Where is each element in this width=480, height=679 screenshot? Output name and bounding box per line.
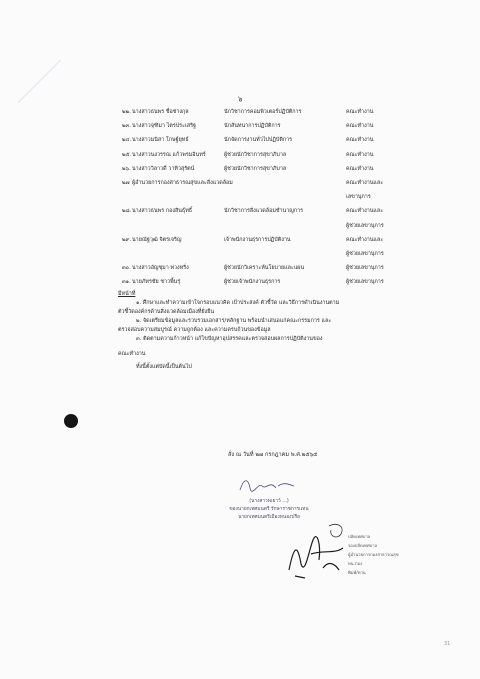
signer-name: (นางสาวพเยาว์ ...) (249, 499, 289, 504)
initials-line: รองปลัดเทศบาล (348, 543, 378, 548)
member-role: คณะทำงานและ (346, 236, 384, 243)
initials-line: ปลัดเทศบาล (348, 534, 371, 539)
member-name: นางสาวมนิสา โกษฐ์ยุทธ์ (132, 137, 189, 144)
member-number: ๒๕. (122, 151, 132, 158)
initials-line: พิมพ์/ทาน (348, 570, 366, 575)
member-name: นางสาวอัญชุมา พ่วงหริ่ง (132, 265, 189, 272)
member-role: ผู้ช่วยเลขานุการ (346, 279, 384, 286)
page-fold-shadow (18, 60, 104, 146)
member-position: ผู้ช่วยนักวิชาการสุขาภิบาล (224, 165, 287, 172)
member-name: นางสาวธนพร กองสินธุ์ทธิ์ (132, 208, 193, 215)
member-role: คณะทำงานและ (346, 208, 384, 215)
member-number: ๒๙. (122, 236, 132, 243)
member-position: เจ้าพนักงานธุรการปฏิบัติงาน (224, 236, 291, 243)
duty-line: ๒. จัดเตรียมข้อมูลและรวบรวมเอกสาร/หลักฐาน พร้อมนำเสนอแก่คณะกรรมการ และ (136, 318, 332, 324)
member-role: คณะทำงานและ (346, 180, 384, 186)
member-position: นักวิชาการคอมพิวเตอร์ปฏิบัติการ (224, 109, 302, 115)
duty-line: ๓. ติดตามความก้าวหน้า แก้ไขปัญหาอุปสรรคและตรวจสอบผลการปฏิบัติงานของ (136, 336, 323, 342)
member-name: นางสาวจุฑิมา ไตรประเสริฐ (132, 123, 196, 130)
member-number: ๓๐. (122, 265, 131, 272)
duty-line: ตัวชี้วัดองค์กรด้านสิ่งแวดล้อมเมืองที่ยั่งยืน (118, 309, 215, 315)
initials-line: ผู้อำนวยการกองสาธารณสุข (348, 552, 399, 557)
initials-line: หน.กอง (348, 561, 363, 566)
footer-number: 31 (444, 641, 451, 647)
member-number: ๓๑. (122, 279, 131, 286)
member-name: นางสาวธนพร ชื่อช่างกุล (132, 109, 189, 115)
member-position: ผู้ช่วยนักวิชาการสุขาภิบาล (224, 151, 287, 158)
member-position: ผู้ช่วยเจ้าพนักงานธุรการ (224, 279, 281, 286)
member-name: นายณัฐวุฒิ จิตรเจริญ (132, 236, 182, 243)
member-role: คณะทำงาน (346, 109, 374, 115)
order-date: สั่ง ณ วันที่ ๒๗ กรกฎาคม พ.ศ.๒๕๖๕ (228, 452, 318, 458)
effective-statement: ทั้งนี้ตั้งแต่บัดนี้เป็นต้นไป (136, 364, 192, 370)
member-number: ๒๒. (122, 109, 131, 115)
member-name: นางสาวนงวรรณ แก้วพรมอินทร์ (132, 151, 206, 158)
member-number: ๒๖. (122, 165, 131, 172)
member-number: ๒๘. (122, 208, 132, 215)
member-position: นักวิชาการสิ่งแวดล้อมชำนาญการ (224, 208, 304, 215)
member-role: ผู้ช่วยเลขานุการ (346, 222, 384, 229)
signer-title: นายกเทศมนตรีเมืองหนองปรือ (238, 515, 300, 520)
page-number: ๖ (238, 95, 243, 103)
signer-title: ของนายกเทศมนตรี รักษาราชการแทน (229, 507, 309, 512)
duty-line: ตรวจสอบความสมบูรณ์ ความถูกต้อง และความครบถ้วนของข้อมูล (118, 327, 271, 333)
member-role: คณะทำงาน (346, 165, 374, 172)
member-number: ๒๔. (122, 137, 132, 144)
duty-line: คณะทำงาน (118, 351, 146, 357)
member-name: นางสาววิลาวดี วาทิวสุรัตน์ (132, 165, 195, 172)
member-number: ๒๓. (122, 123, 131, 130)
member-position: ผู้ช่วยนักวิเคราะห์นโยบายและแผน (224, 265, 305, 272)
member-position: นักสันทนาการปฏิบัติการ (224, 123, 281, 130)
member-role: เลขานุการ (346, 194, 371, 201)
member-name: ผู้อำนวยการกองสาธารณสุขและสิ่งแวดล้อม (132, 180, 233, 186)
member-position: นักจัดการงานทั่วไปปฏิบัติการ (224, 137, 293, 144)
signature-mark (236, 474, 306, 496)
member-role: คณะทำงาน (346, 151, 374, 158)
member-role: คณะทำงาน (346, 123, 374, 130)
initials-table (348, 532, 399, 577)
punch-hole (64, 414, 78, 428)
member-number: ๒๗ (122, 180, 130, 186)
member-role: ผู้ช่วยเลขานุการ (346, 251, 384, 257)
member-name: นายภัทรชัย ชาวพื้นรุ่ (132, 279, 181, 286)
duty-line: ๑. ศึกษาและทำความเข้าใจกรอบแนวคิด เป้าประสงค์ ตัวชี้วัด และวิธีการดำเนินงานตาม (136, 300, 340, 306)
member-role: ผู้ช่วยเลขานุการ (346, 265, 384, 272)
signer-block (214, 498, 324, 522)
duties-section (118, 290, 388, 372)
member-role: คณะทำงาน (346, 137, 374, 144)
duties-title: มีหน้าที่ (118, 291, 136, 297)
